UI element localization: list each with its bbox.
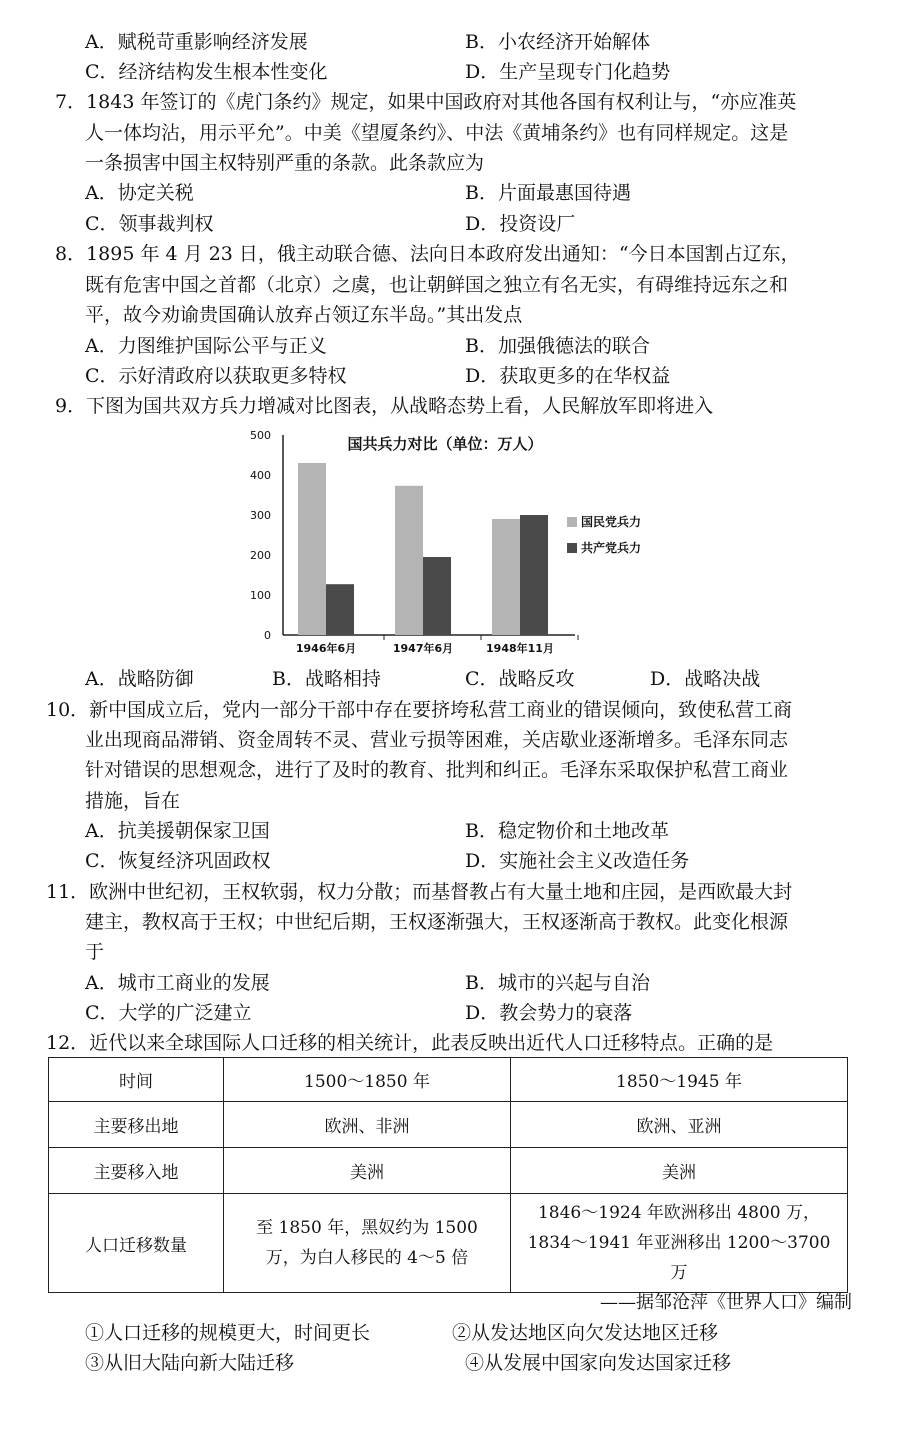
q11-option-a: A．城市工商业的发展 [85, 972, 270, 994]
q11-option-b: B．城市的兴起与自治 [465, 972, 650, 994]
q8-option-b: B．加强俄德法的联合 [465, 335, 650, 357]
bar-cpc-2 [520, 515, 548, 635]
chart-y-ticks [250, 429, 271, 642]
q6-option-b: B．小农经济开始解体 [465, 31, 650, 53]
q10-option-d: D．实施社会主义改造任务 [465, 850, 690, 872]
table-cell: 美洲 [224, 1148, 511, 1194]
q8-option-d: D．获取更多的在华权益 [465, 365, 671, 387]
chart-title: 国共兵力对比（单位：万人） [347, 435, 543, 453]
q7-option-d: D．投资设厂 [465, 213, 576, 235]
legend-swatch-cpc [567, 543, 577, 553]
table-row [49, 1058, 848, 1102]
table-cell: 美洲 [511, 1148, 848, 1194]
x-tick-label: 1947年6月 [392, 642, 454, 655]
table-cell: 欧洲、亚洲 [511, 1102, 848, 1148]
q10-stem-line-2: 业出现商品滞销、资金周转不灵、营业亏损等困难，关店歇业逐渐增多。毛泽东同志 [85, 729, 789, 751]
troop-comparison-chart [245, 425, 665, 665]
bar-kmt-1 [395, 486, 423, 635]
chart-legend [567, 514, 641, 555]
y-tick-label: 200 [250, 549, 271, 562]
table-cell: 主要移入地 [49, 1148, 224, 1194]
y-tick-label: 300 [250, 509, 271, 522]
q9-stem-line-1: 9．下图为国共双方兵力增减对比图表，从战略态势上看，人民解放军即将进入 [55, 395, 714, 417]
q8-option-a: A．力图维护国际公平与正义 [85, 335, 327, 357]
table-source-note: ——据邹沧萍《世界人口》编制 [600, 1292, 852, 1313]
q11-option-c: C．大学的广泛建立 [85, 1002, 252, 1024]
bar-cpc-0 [326, 584, 354, 635]
q8-stem-line-1: 8．1895 年 4 月 23 日，俄主动联合德、法向日本政府发出通知：“今日本国割占辽东， [55, 243, 800, 265]
y-tick-label: 500 [250, 429, 271, 442]
bar-kmt-0 [298, 463, 326, 635]
table-cell: 欧洲、非洲 [224, 1102, 511, 1148]
legend-label-kmt: 国民党兵力 [581, 515, 642, 529]
q9-option-a: A．战略防御 [85, 668, 194, 690]
q11-option-d: D．教会势力的衰落 [465, 1002, 633, 1024]
table-cell: 1846～1924 年欧洲移出 4800 万， 1834～1941 年亚洲移出 1200～3700 万 [511, 1194, 848, 1293]
legend-label-cpc: 共产党兵力 [581, 541, 642, 555]
x-tick-label: 1946年6月 [295, 642, 357, 655]
q12-statement-4: ④从发展中国家向发达国家迁移 [465, 1352, 732, 1374]
q12-statement-2: ②从发达地区向欠发达地区迁移 [452, 1322, 719, 1344]
q8-stem-line-3: 平，故今劝谕贵国确认放弃占领辽东半岛。”其出发点 [85, 304, 523, 326]
table-row [49, 1148, 848, 1194]
q7-stem-line-2: 人一体均沾，用示平允”。中美《望厦条约》、中法《黄埔条约》也有同样规定。这是 [85, 122, 789, 144]
q11-stem-line-1: 11．欧洲中世纪初，王权软弱，权力分散；而基督教占有大量土地和庄园，是西欧最大封 [46, 881, 793, 903]
q7-stem-line-3: 一条损害中国主权特别严重的条款。此条款应为 [85, 152, 485, 174]
legend-swatch-kmt [567, 517, 577, 527]
migration-table [48, 1057, 848, 1293]
table-header-cell: 1500～1850 年 [224, 1058, 511, 1102]
q10-stem-line-1: 10．新中国成立后，党内一部分干部中存在要挤垮私营工商业的错误倾向，致使私营工商 [46, 699, 793, 721]
q7-option-b: B．片面最惠国待遇 [465, 182, 631, 204]
q11-stem-line-3: 于 [85, 941, 105, 963]
chart-x-labels [296, 635, 578, 655]
table-cell: 人口迁移数量 [49, 1194, 224, 1293]
q6-option-c: C．经济结构发生根本性变化 [85, 61, 328, 83]
q9-option-d: D．战略决战 [650, 668, 761, 690]
y-tick-label: 0 [264, 629, 271, 642]
q9-option-b: B．战略相持 [272, 668, 381, 690]
table-cell: 主要移出地 [49, 1102, 224, 1148]
table-header-cell: 时间 [49, 1058, 224, 1102]
bar-cpc-1 [423, 557, 451, 635]
q10-option-c: C．恢复经济巩固政权 [85, 850, 271, 872]
table-header-cell: 1850～1945 年 [511, 1058, 848, 1102]
q6-option-d: D．生产呈现专门化趋势 [465, 61, 671, 83]
y-tick-label: 100 [250, 589, 271, 602]
q10-option-a: A．抗美援朝保家卫国 [85, 820, 270, 842]
y-tick-label: 400 [250, 469, 271, 482]
q8-option-c: C．示好清政府以获取更多特权 [85, 365, 347, 387]
q7-option-a: A．协定关税 [85, 182, 194, 204]
q12-stem-line-1: 12．近代以来全球国际人口迁移的相关统计，此表反映出近代人口迁移特点。正确的是 [46, 1032, 774, 1054]
chart-bars [298, 463, 548, 635]
q12-statement-1: ①人口迁移的规模更大，时间更长 [85, 1322, 371, 1344]
q11-stem-line-2: 建主，教权高于王权；中世纪后期，王权逐渐强大，王权逐渐高于教权。此变化根源 [85, 911, 789, 933]
x-tick-label: 1948年11月 [486, 642, 554, 655]
q10-stem-line-4: 措施，旨在 [85, 790, 181, 812]
q9-option-c: C．战略反攻 [465, 668, 575, 690]
table-row [49, 1194, 848, 1293]
q10-stem-line-3: 针对错误的思想观念，进行了及时的教育、批判和纠正。毛泽东采取保护私营工商业 [85, 759, 789, 781]
table-row [49, 1102, 848, 1148]
q7-option-c: C．领事裁判权 [85, 213, 214, 235]
q10-option-b: B．稳定物价和土地改革 [465, 820, 669, 842]
q12-statement-3: ③从旧大陆向新大陆迁移 [85, 1352, 295, 1374]
q6-option-a: A．赋税苛重影响经济发展 [85, 31, 308, 53]
table-cell: 至 1850 年，黑奴约为 1500 万，为白人移民的 4～5 倍 [224, 1194, 511, 1293]
q8-stem-line-2: 既有危害中国之首都（北京）之虞，也让朝鲜国之独立有名无实，有碍维持远东之和 [85, 274, 789, 296]
q7-stem-line-1: 7．1843 年签订的《虎门条约》规定，如果中国政府对其他各国有权利让与，“亦应准英 [55, 91, 797, 113]
bar-kmt-2 [492, 519, 520, 635]
